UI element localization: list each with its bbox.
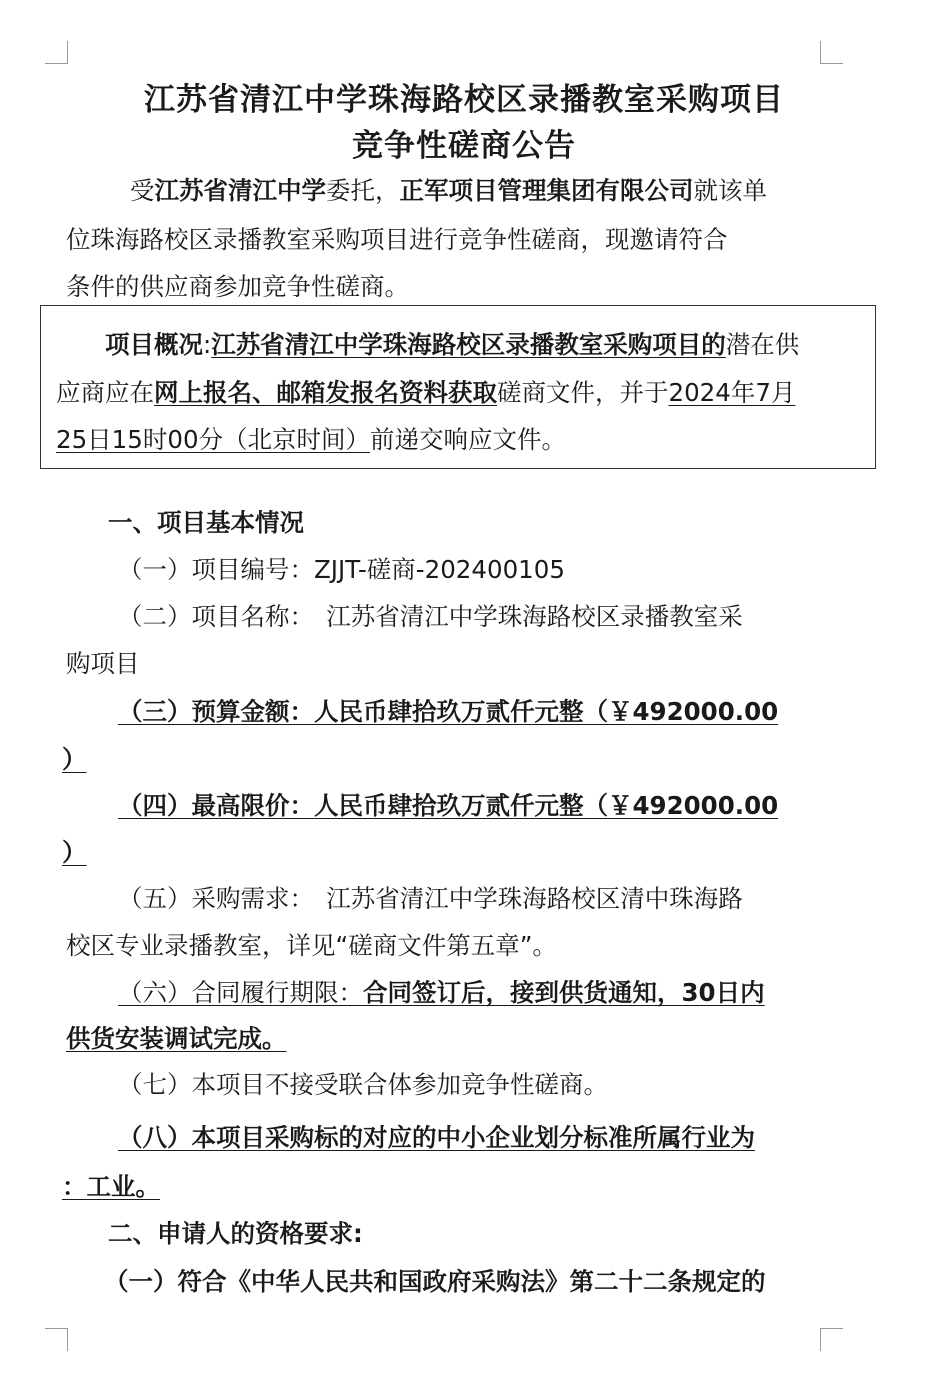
- section1-item-8: （八）本项目采购标的对应的中小企业划分标准所属行业为: [118, 1123, 755, 1152]
- intro-line-2: 位珠海路校区录播教室采购项目进行竞争性磋商，现邀请符合: [66, 225, 728, 254]
- overview-method: 网上报名、邮箱发报名资料获取: [154, 378, 497, 407]
- section1-item-7: （七）本项目不接受联合体参加竞争性磋商。: [118, 1070, 608, 1099]
- overview-line-3: [56, 423, 566, 457]
- overview-label: 项目概况: [105, 330, 203, 359]
- section2-heading: 二、申请人的资格要求:: [108, 1219, 363, 1248]
- intro-line-1: [130, 174, 767, 208]
- crop-mark-bottom-right: [820, 1328, 843, 1351]
- section1-item-8-cont: ：工业。: [62, 1172, 160, 1201]
- section1-item-3: （三）预算金额：人民币肆拾玖万贰仟元整（￥492000.00: [118, 697, 779, 726]
- title-line-2: 竞争性磋商公告: [352, 128, 576, 164]
- overview-colon: :: [203, 330, 212, 359]
- intro-line-3: 条件的供应商参加竞争性磋商。: [66, 272, 409, 301]
- intro-text: 就该单: [693, 176, 767, 205]
- section1-item-6: [118, 976, 765, 1010]
- overview-project: 江苏省清江中学珠海路校区录播教室采购项目的: [211, 330, 726, 359]
- crop-mark-top-right: [820, 41, 843, 64]
- section1-item-1: （一）项目编号：ZJJT-磋商-202400105: [118, 555, 565, 584]
- overview-text: 磋商文件，并于: [497, 378, 669, 407]
- section1-item-5-cont: 校区专业录播教室，详见“磋商文件第五章”。: [66, 931, 557, 960]
- intro-text: 委托，: [326, 176, 400, 205]
- section1-item-2: （二）项目名称： 江苏省清江中学珠海路校区录播教室采: [118, 602, 743, 631]
- title-line-1: 江苏省清江中学珠海路校区录播教室采购项目: [144, 82, 784, 118]
- section1-item-2-cont: 购项目: [66, 649, 140, 678]
- overview-line-1: [105, 328, 799, 362]
- overview-line-2: [56, 376, 795, 410]
- section1-item-4: （四）最高限价：人民币肆拾玖万贰仟元整（￥492000.00: [118, 791, 779, 820]
- section1-item-3-cont: ）: [62, 745, 87, 774]
- section1-item-4-cont: ）: [62, 838, 87, 867]
- overview-deadline: 25日15时00分（北京时间）: [56, 425, 371, 454]
- crop-mark-top-left: [45, 41, 68, 64]
- agency-name: 正军项目管理集团有限公司: [399, 176, 694, 205]
- item-6-label: （六）合同履行期限：: [118, 978, 363, 1007]
- purchaser-name: 江苏省清江中学: [154, 176, 326, 205]
- section1-item-6-cont: 供货安装调试完成。: [66, 1024, 287, 1053]
- item-6-term: 合同签订后，接到供货通知，30日内: [363, 978, 765, 1007]
- overview-text: 前递交响应文件。: [370, 425, 567, 454]
- crop-mark-bottom-left: [45, 1328, 68, 1351]
- intro-text: 受: [130, 176, 155, 205]
- section1-heading: 一、项目基本情况: [108, 508, 304, 537]
- section1-item-5: （五）采购需求： 江苏省清江中学珠海路校区清中珠海路: [118, 884, 743, 913]
- overview-text: 应商应在: [56, 378, 154, 407]
- overview-deadline: 2024年7月: [668, 378, 796, 407]
- overview-text: 潜在供: [725, 330, 800, 359]
- section2-item-1: （一）符合《中华人民共和国政府采购法》第二十二条规定的: [104, 1267, 766, 1296]
